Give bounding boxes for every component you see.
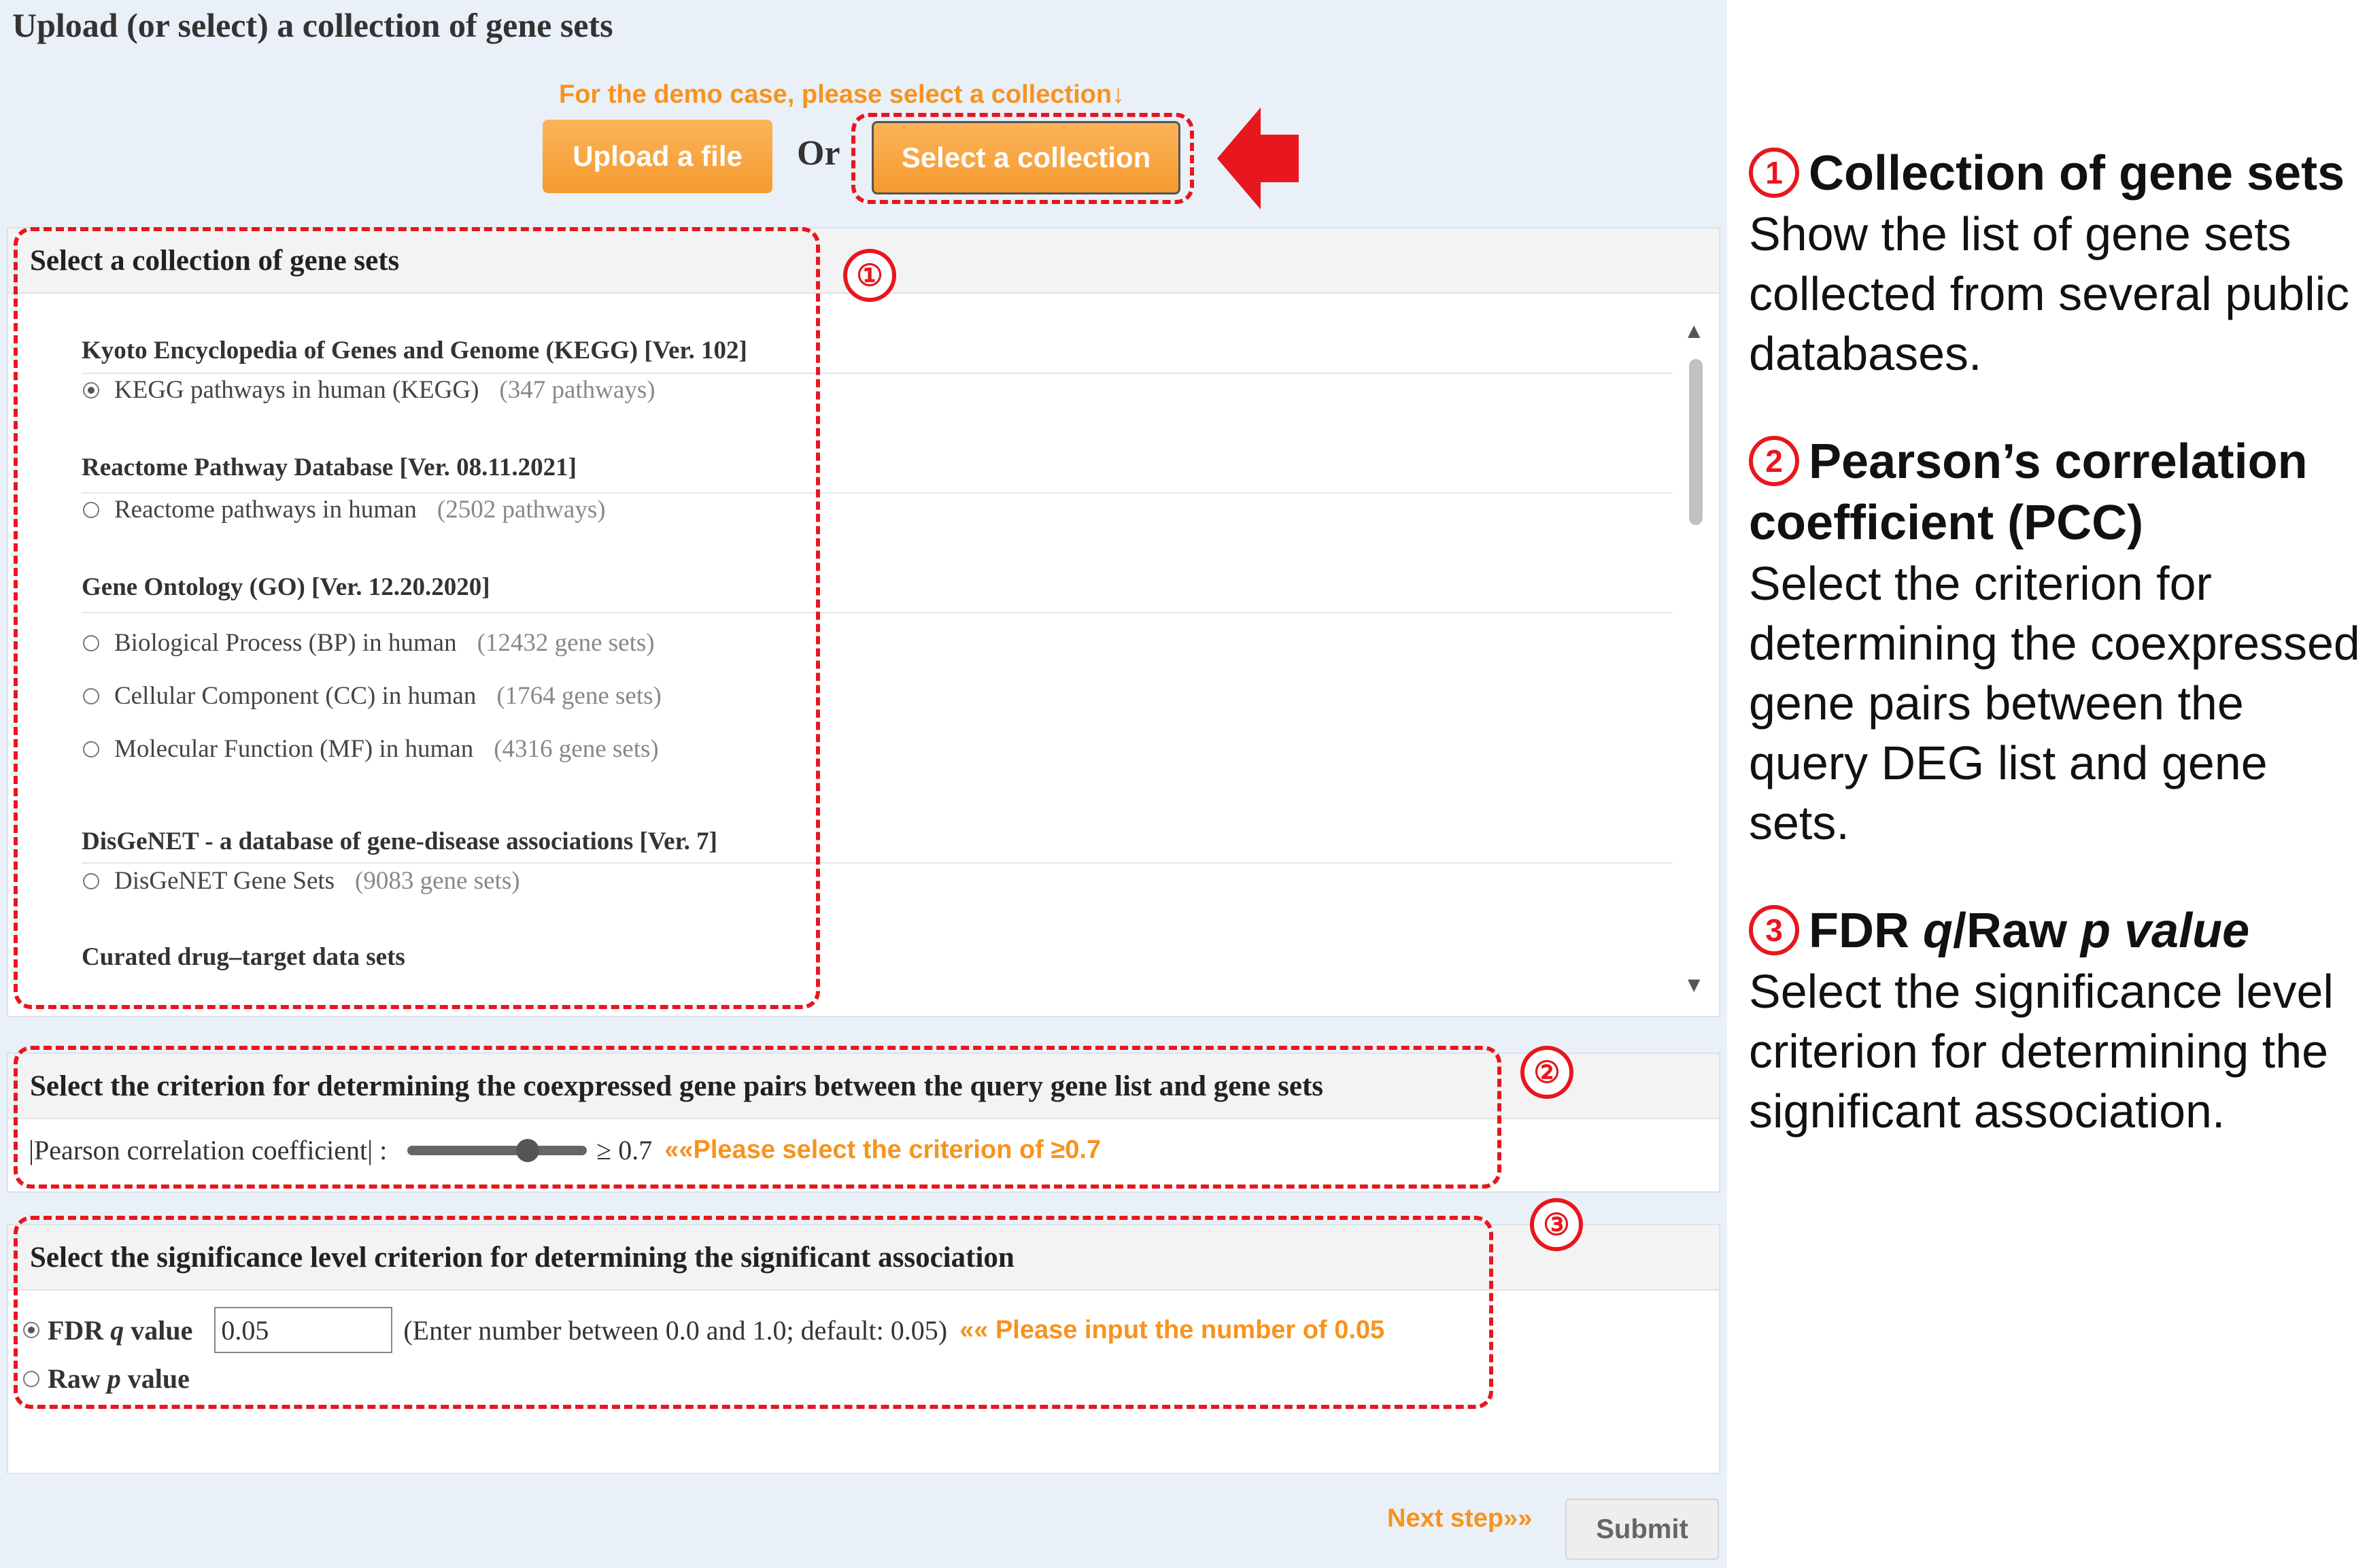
explanation-body: Select the criterion for determining the coexpressed gene pairs between the query DEG list and gene sets. [1749, 557, 2360, 849]
demo-note: For the demo case, please select a collection↓ [559, 80, 1125, 109]
radio-icon[interactable] [83, 741, 99, 757]
group-title-disgenet: DisGeNET - a database of gene-disease associations [Ver. 7] [82, 828, 717, 855]
collection-panel [7, 227, 1720, 1017]
option-count: (347 pathways) [499, 376, 655, 404]
pcc-slider[interactable] [407, 1146, 587, 1155]
explanation-body: Show the list of gene sets collected from several public databases. [1749, 207, 2350, 380]
badge-2: ② [1520, 1046, 1573, 1099]
or-separator: Or [797, 134, 840, 173]
number-badge: 2 [1749, 436, 1799, 486]
scroll-up-icon[interactable]: ▲ [1688, 321, 1701, 340]
badge-3: ③ [1530, 1198, 1583, 1251]
option-count: (2502 pathways) [437, 496, 606, 524]
option-kegg-pathways[interactable] [83, 375, 655, 405]
option-disgenet[interactable] [83, 866, 520, 896]
explanation-2 [1749, 431, 2361, 853]
significance-panel [7, 1224, 1720, 1474]
group-title-drug-target: Curated drug–target data sets [82, 943, 405, 971]
page-title: Upload (or select) a collection of gene sets [12, 6, 613, 44]
radio-icon[interactable] [83, 382, 99, 398]
explanation-title: 1 Collection of gene sets [1749, 143, 2361, 204]
divider [82, 862, 1673, 864]
radio-icon[interactable] [83, 688, 99, 704]
fdr-radio[interactable] [23, 1322, 39, 1338]
explanation-body: Select the significance level criterion for determining the significant association. [1749, 965, 2334, 1138]
option-go-bp[interactable] [83, 628, 655, 658]
divider [82, 612, 1673, 613]
fdr-row [23, 1307, 1384, 1353]
pcc-panel [7, 1053, 1720, 1193]
option-count: (9083 gene sets) [355, 867, 520, 895]
option-label: DisGeNET Gene Sets [114, 867, 335, 895]
group-title-reactome: Reactome Pathway Database [Ver. 08.11.2021] [82, 454, 577, 481]
submit-button[interactable]: Submit [1565, 1499, 1719, 1560]
raw-p-radio[interactable] [23, 1371, 39, 1387]
significance-panel-title: Select the significance level criterion for determining the significant association [8, 1225, 1719, 1291]
option-count: (4316 gene sets) [494, 735, 659, 763]
fdr-hint: «« Please input the number of 0.05 [959, 1315, 1385, 1344]
divider [82, 373, 1673, 374]
option-go-mf[interactable] [83, 734, 659, 764]
raw-p-row [23, 1363, 190, 1395]
fdr-help: (Enter number between 0.0 and 1.0; default: 0.05) [403, 1314, 948, 1346]
option-reactome-pathways[interactable] [83, 495, 606, 524]
number-badge: 1 [1749, 148, 1799, 198]
upload-file-button[interactable]: Upload a file [543, 120, 772, 193]
next-step-link[interactable]: Next step»» [1387, 1504, 1533, 1533]
select-collection-button[interactable]: Select a collection [872, 121, 1180, 194]
option-count: (1764 gene sets) [496, 682, 662, 710]
explanation-column [1749, 143, 2361, 1189]
radio-icon[interactable] [83, 502, 99, 518]
explanation-title: 2 Pearson’s correlation coefficient (PCC) [1749, 434, 2308, 550]
badge-1: ① [843, 249, 896, 302]
divider [82, 492, 1673, 494]
pcc-label: |Pearson correlation coefficient| : [29, 1135, 388, 1165]
pcc-panel-title: Select the criterion for determining the coexpressed gene pairs between the query gene list and gene sets [8, 1054, 1719, 1119]
option-label: Molecular Function (MF) in human [114, 735, 474, 763]
radio-icon[interactable] [83, 635, 99, 651]
slider-knob[interactable] [516, 1139, 539, 1162]
option-count: (12432 gene sets) [477, 629, 655, 657]
option-go-cc[interactable] [83, 681, 662, 711]
option-label: Cellular Component (CC) in human [114, 682, 477, 710]
option-label: Biological Process (BP) in human [114, 629, 457, 657]
radio-icon[interactable] [83, 873, 99, 889]
group-title-go: Gene Ontology (GO) [Ver. 12.20.2020] [82, 573, 490, 601]
explanation-3 [1749, 900, 2361, 1141]
explanation-title: 3 FDR q/Raw p value [1749, 900, 2361, 961]
collection-panel-title: Select a collection of gene sets [8, 228, 1719, 294]
red-arrow-icon [1217, 107, 1299, 209]
pcc-value: ≥ 0.7 [596, 1135, 653, 1165]
scroll-thumb[interactable] [1689, 359, 1703, 525]
option-label: Reactome pathways in human [114, 496, 417, 524]
scrollbar[interactable] [1688, 321, 1705, 994]
fdr-label: FDR q value [48, 1314, 193, 1346]
pcc-row [29, 1134, 1101, 1166]
pcc-hint: ««Please select the criterion of ≥0.7 [664, 1136, 1102, 1164]
scroll-down-icon[interactable]: ▼ [1688, 975, 1701, 994]
option-label: KEGG pathways in human (KEGG) [114, 376, 479, 404]
fdr-q-input[interactable] [214, 1307, 392, 1353]
number-badge: 3 [1749, 905, 1799, 955]
raw-p-label: Raw p value [48, 1363, 190, 1394]
explanation-1 [1749, 143, 2361, 384]
group-title-kegg: Kyoto Encyclopedia of Genes and Genome (KEGG) [Ver. 102] [82, 337, 747, 364]
